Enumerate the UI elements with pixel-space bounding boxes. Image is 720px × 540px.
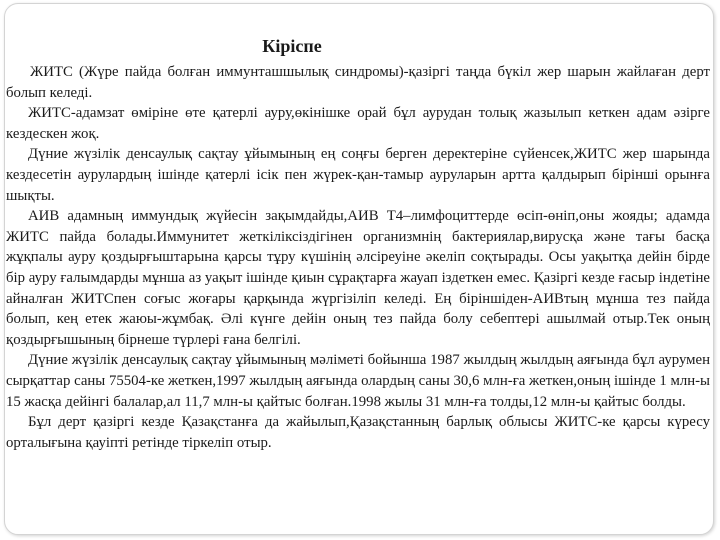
paragraph-hiv-immune: АИВ адамның иммундық жүйесін зақымдайды,АИВ Т4–лимфоциттерде өсіп-өніп,оны жояды; адамда ЖИТС пайда болады.Иммунитет жеткіліксіздігінен организмнің бактериялар,вирусқа және тағы басқа жұқпалы ауру қоздырғыштарына қарсы тұру күшінің әлсіреуіне әкеліп соқтырады. Осы уақытқа дейін бірде бір ауру ғалымдарды мұнша аз уақыт ішінде қиын сұрақтарға жауап іздеткен емес. Қазіргі кезде ғасыр індетіне айналған ЖИТСпен соғыс жоғары қарқында жүргізіліп келеді. Ең біріншіден-АИВтың мұнша тез пайда болып, кең етек жаюы-жұмбақ. Әлі күнге дейін оның тез пайда болу себептері ашылмай отыр.Тек оның қоздырғышының бірнеше түрлері ғана белгілі. <box>6 208 710 348</box>
paragraph-who-data: Дүние жүзілік денсаулық сақтау ұйымының ең соңғы берген деректеріне сүйенсек,ЖИТС жер шарында кездесетін аурулардың ішінде қатерлі ісік пен жүрек-қан-тамыр ауруларын артта қалдырып бірінші орынға шықты. <box>6 146 710 204</box>
body-text <box>6 62 710 453</box>
page-title: Кіріспе <box>262 36 322 56</box>
paragraph-danger: ЖИТС-адамзат өміріне өте қатерлі ауру,өкінішке орай бұл аурудан толық жазылып кеткен адам әзірге кездескен жоқ. <box>6 105 710 142</box>
paragraph-intro: ЖИТС (Жүре пайда болған иммунташшылық синдромы)-қазіргі таңда бүкіл жер шарын жайлаған дерт болып келеді. <box>6 64 710 101</box>
paragraph-kazakhstan: Бұл дерт қазіргі кезде Қазақстанға да жайылып,Қазақстанның барлық облысы ЖИТС-ке қарсы күресу орталығына қауіпті ретінде тіркеліп отыр. <box>6 414 710 451</box>
paragraph-statistics: Дүние жүзілік денсаулық сақтау ұйымының мәліметі бойынша 1987 жылдың жылдың аяғында бұл аурумен сырқаттар саны 75504-ке жеткен,1997 жылдың аяғында олардың саны 30,6 млн-ға жеткен,оның ішінде 1 млн-ы 15 жасқа дейінгі балалар,ал 11,7 млн-ы қайтыс болған.1998 жылы 31 млн-ға толды,12 млн-ы қайтыс болды. <box>6 352 710 410</box>
